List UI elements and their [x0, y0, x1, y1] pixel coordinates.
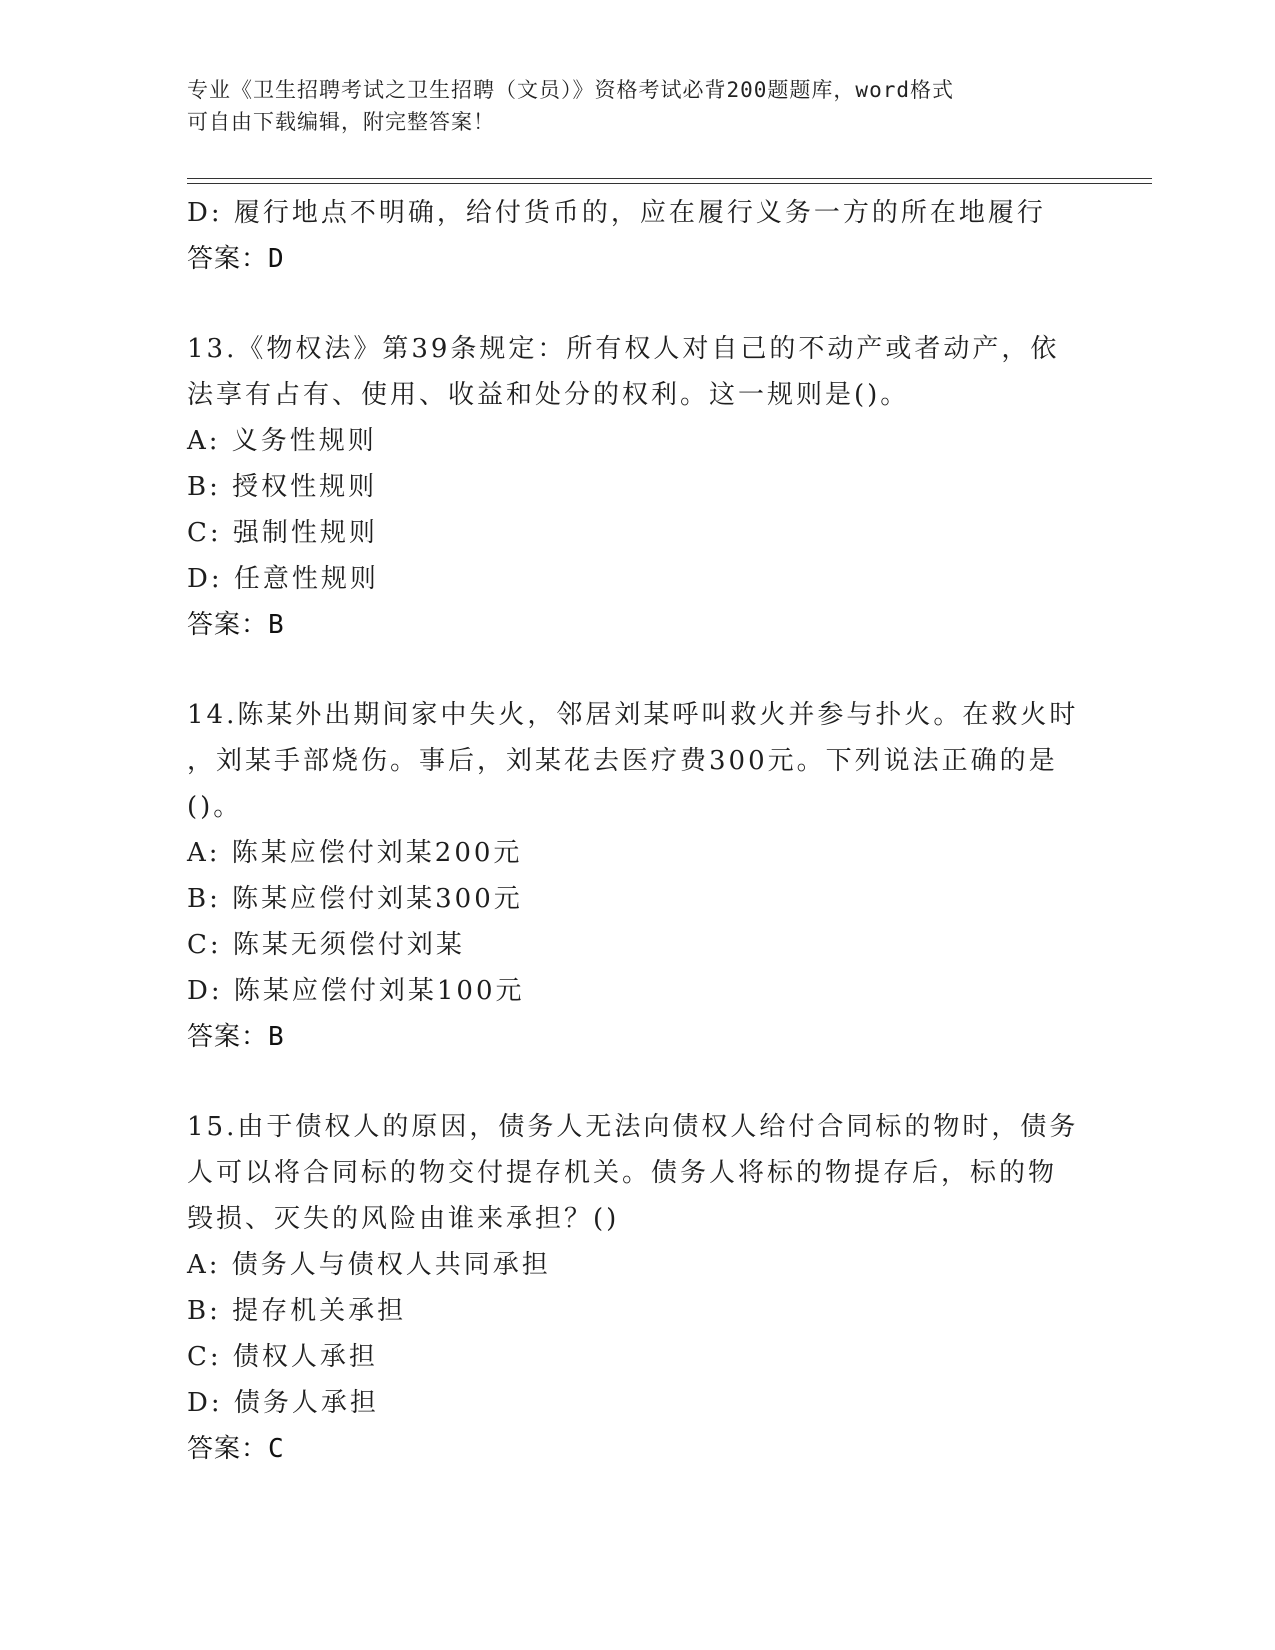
header-divider-bottom [187, 183, 1152, 184]
question-text-line: 法享有占有、使用、收益和处分的权利。这一规则是()。 [187, 380, 910, 410]
answer-line: 答案：B [187, 610, 285, 640]
question-text-line: ，刘某手部烧伤。事后，刘某花去医疗费300元。下列说法正确的是 [187, 746, 1058, 776]
question-text-line: 人可以将合同标的物交付提存机关。债务人将标的物提存后，标的物 [187, 1158, 1058, 1188]
option-a: A: 义务性规则 [187, 426, 377, 456]
carryover-option-d: D: 履行地点不明确，给付货币的，应在履行义务一方的所在地履行 [187, 198, 1046, 228]
header-divider-top [187, 178, 1152, 179]
option-d: D: 债务人承担 [187, 1388, 379, 1418]
question-content [187, 190, 1087, 1472]
option-c: C: 陈某无须偿付刘某 [187, 930, 465, 960]
question-text-line: ()。 [187, 792, 243, 822]
option-c: C: 债权人承担 [187, 1342, 378, 1372]
document-header [187, 74, 1067, 138]
question-14 [187, 692, 1087, 1060]
question-text-line: 15.由于债权人的原因，债务人无法向债权人给付合同标的物时，债务 [187, 1112, 1079, 1142]
answer-line: 答案：B [187, 1022, 285, 1052]
carryover-block [187, 190, 1087, 282]
header-title-line-1: 专业《卫生招聘考试之卫生招聘（文员）》资格考试必背200题题库，word格式 [187, 78, 954, 102]
option-b: B: 陈某应偿付刘某300元 [187, 884, 523, 914]
option-d: D: 任意性规则 [187, 564, 379, 594]
answer-line: 答案：C [187, 1434, 285, 1464]
header-title-line-2: 可自由下载编辑，附完整答案！ [187, 110, 495, 134]
question-text-line: 毁损、灭失的风险由谁来承担？() [187, 1204, 620, 1234]
question-text-line: 13.《物权法》第39条规定：所有权人对自己的不动产或者动产，依 [187, 334, 1060, 364]
question-13 [187, 326, 1087, 648]
option-c: C: 强制性规则 [187, 518, 378, 548]
question-text-line: 14.陈某外出期间家中失火，邻居刘某呼叫救火并参与扑火。在救火时 [187, 700, 1079, 730]
option-b: B: 授权性规则 [187, 472, 378, 502]
carryover-answer: 答案：D [187, 244, 285, 274]
option-d: D: 陈某应偿付刘某100元 [187, 976, 525, 1006]
option-a: A: 陈某应偿付刘某200元 [187, 838, 523, 868]
option-a: A: 债务人与债权人共同承担 [187, 1250, 551, 1280]
option-b: B: 提存机关承担 [187, 1296, 407, 1326]
question-15 [187, 1104, 1087, 1472]
